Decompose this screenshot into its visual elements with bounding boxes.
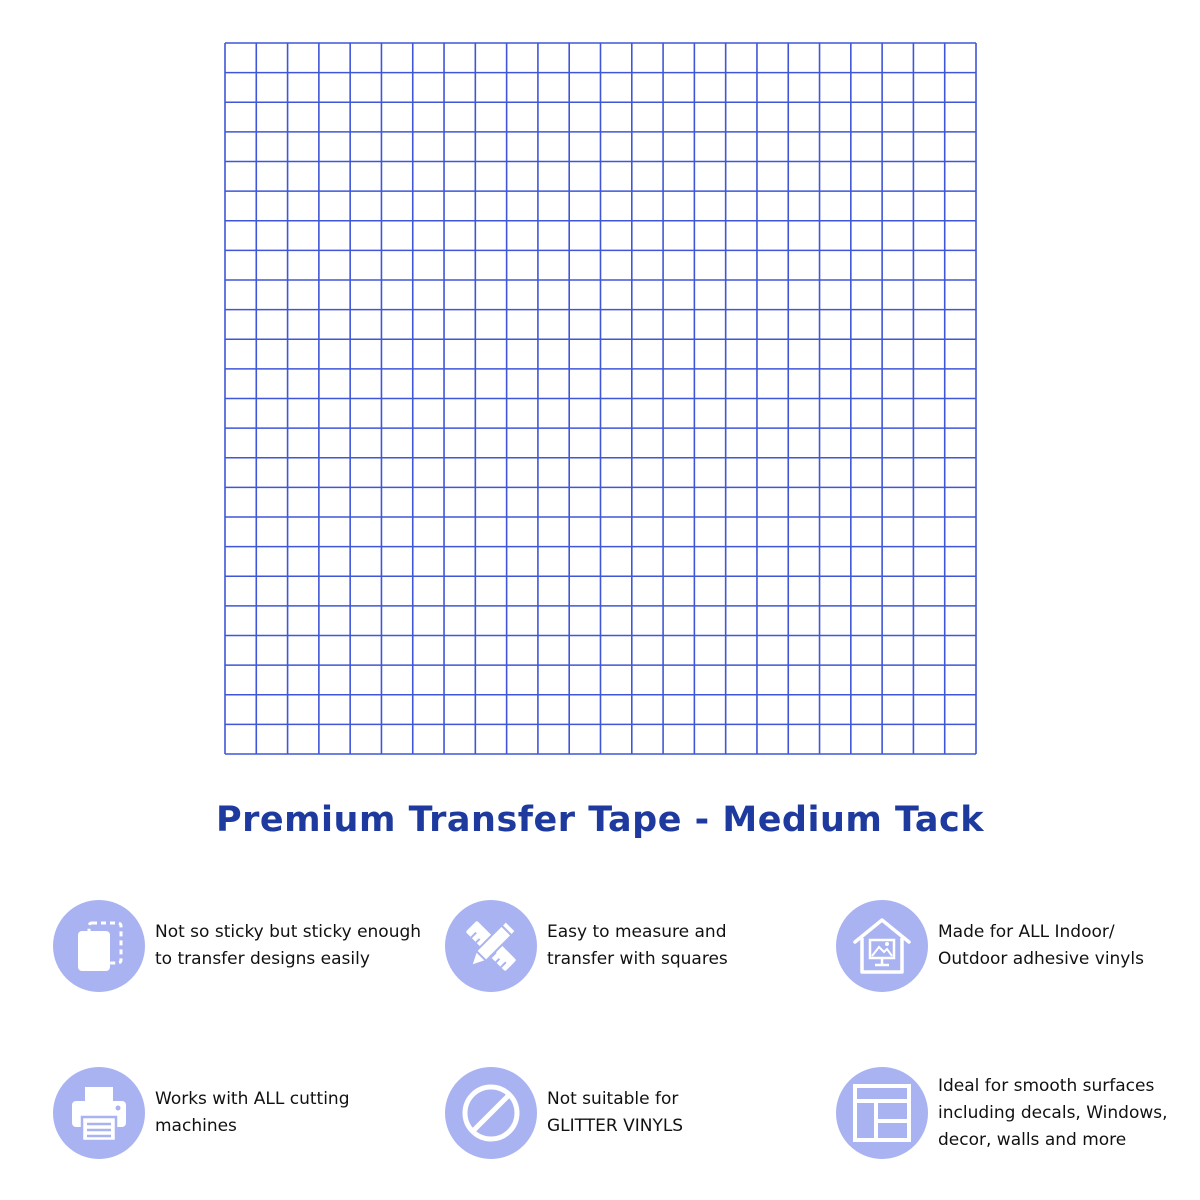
house-picture-icon bbox=[850, 914, 914, 978]
product-title: Premium Transfer Tape - Medium Tack bbox=[215, 800, 985, 840]
icon-badge bbox=[836, 900, 928, 992]
feature-line: Outdoor adhesive vinyls bbox=[938, 949, 1144, 969]
feature-text bbox=[938, 919, 1144, 973]
feature-text bbox=[938, 1073, 1168, 1154]
feature-line: transfer with squares bbox=[547, 949, 728, 969]
feature-text bbox=[547, 1086, 683, 1140]
feature-measure-squares bbox=[445, 900, 728, 992]
icon-badge bbox=[836, 1067, 928, 1159]
feature-line: Made for ALL Indoor/ bbox=[938, 922, 1115, 942]
feature-not-glitter bbox=[445, 1067, 683, 1159]
feature-line: Not so sticky but sticky enough bbox=[155, 922, 422, 942]
feature-line: including decals, Windows, bbox=[938, 1102, 1168, 1123]
feature-text bbox=[547, 919, 728, 973]
icon-badge bbox=[53, 900, 145, 992]
sticky-sheet-icon bbox=[69, 916, 129, 976]
feature-cutting-machines bbox=[53, 1067, 350, 1159]
prohibited-icon bbox=[459, 1081, 523, 1145]
feature-text bbox=[155, 1086, 350, 1140]
feature-line: decor, walls and more bbox=[938, 1129, 1127, 1150]
feature-sticky-enough bbox=[53, 900, 421, 992]
feature-line: Not suitable for bbox=[547, 1089, 679, 1109]
icon-badge bbox=[445, 1067, 537, 1159]
feature-line: machines bbox=[155, 1116, 237, 1136]
feature-line: Ideal for smooth surfaces bbox=[938, 1075, 1155, 1096]
feature-line: to transfer designs easily bbox=[155, 949, 370, 969]
icon-badge bbox=[445, 900, 537, 992]
feature-line: Works with ALL cutting bbox=[155, 1089, 350, 1109]
icon-badge bbox=[53, 1067, 145, 1159]
printer-icon bbox=[67, 1081, 131, 1145]
feature-indoor-outdoor bbox=[836, 900, 1144, 992]
feature-smooth-surfaces bbox=[836, 1067, 1168, 1159]
pencil-ruler-icon bbox=[459, 914, 523, 978]
window-icon bbox=[850, 1081, 914, 1145]
feature-line: Easy to measure and bbox=[547, 922, 727, 942]
feature-text bbox=[155, 919, 421, 973]
feature-line: GLITTER VINYLS bbox=[547, 1116, 684, 1136]
transfer-tape-grid bbox=[224, 42, 977, 755]
